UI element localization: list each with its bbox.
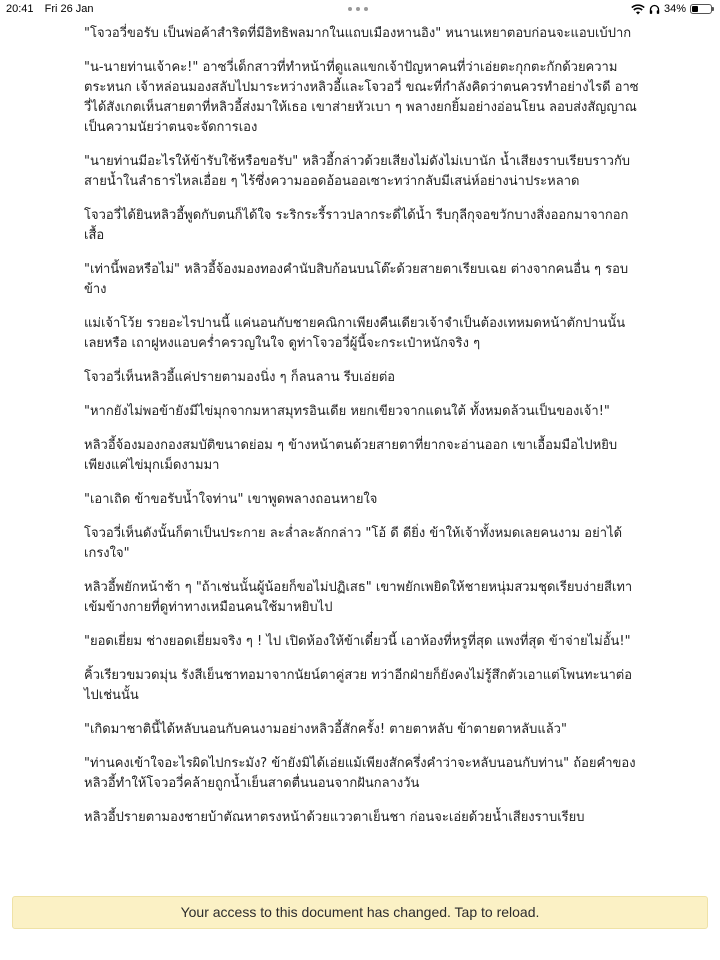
status-time: 20:41 (6, 3, 34, 15)
document-content (84, 24, 644, 842)
document-paragraph: "หากยังไม่พอข้ายังมีไข่มุกจากมหาสมุทรอินเดีย หยกเขียวจากแดนใต้ ทั้งหมดล้วนเป็นของเจ้า!" (84, 404, 610, 419)
document-paragraph: แม่เจ้าโว้ย รวยอะไรปานนี้ แค่นอนกับชายคณิกาเพียงคืนเดียวเจ้าจำเป็นต้องเทหมดหน้าตักปานนั้นเลยหรือ เถาฝูหงแอบคร่ำครวญในใจ ดูท่าโจวอวี่ผู้นี้จะกระเป๋าหนักจริง ๆ (84, 316, 626, 351)
document-paragraph: "เอาเถิด ข้าขอรับน้ำใจท่าน" เขาพูดพลางถอนหายใจ (84, 492, 378, 507)
status-left (6, 3, 102, 15)
document-paragraph: "น-นายท่านเจ้าคะ!" อาซวี่เด็กสาวที่ทำหน้าที่ดูแลแขกเจ้าปัญหาคนที่ว่าเอ่ยตะกุกตะกักด้วยความตระหนก เจ้าหล่อนมองสลับไปมาระหว่างหลิวอี้และโจวอวี่ ขณะที่กำลังคิดว่าตนควรทำอย่างไรดี อาซวี่ได้สังเกตเห็นสายตาที่หลิวอี้ส่งมาให้เธอ เขาส่ายหัวเบา ๆ พลางยกยิ้มอย่างอ่อนโยน ลอบส่งสัญญาณเป็นความนัยว่าตนจะจัดการเอง (84, 60, 639, 135)
status-date: Fri 26 Jan (44, 3, 94, 15)
banner-message[interactable]: Your access to this document has changed. Tap to reload. (180, 904, 540, 920)
document-paragraph: "ท่านคงเข้าใจอะไรผิดไปกระมัง? ข้ายังมิได้เอ่ยแม้เพียงสักครึ่งคำว่าจะหลับนอนกับท่าน" ถ้อยคำของหลิวอี้ทำให้โจวอวี่คล้ายถูกน้ำเย็นสาดตื่นนอนจากฝันกลางวัน (84, 756, 636, 791)
status-right (631, 3, 712, 15)
document-paragraph: หลิวอี้จ้องมองกองสมบัติขนาดย่อม ๆ ข้างหน้าตนด้วยสายตาที่ยากจะอ่านออก เขาเอื้อมมือไปหยิบเพียงแค่ไข่มุกเม็ดงามมา (84, 438, 618, 473)
document-paragraph: โจวอวี่ได้ยินหลิวอี้พูดกับตนก็ได้ใจ ระริกระรี้ราวปลากระดี่ได้น้ำ รีบกุลีกุจอขวักบางสิ่งออกมาจากอกเสื้อ (84, 208, 629, 243)
document-paragraph: "เท่านี้พอหรือไม่" หลิวอี้จ้องมองทองคำนับสิบก้อนบนโต๊ะด้วยสายตาเรียบเฉย ต่างจากคนอื่น ๆ รอบข้าง (84, 262, 629, 297)
headphones-icon (649, 4, 660, 15)
document-paragraph: หลิวอี้ปรายตามองชายบ้าตัณหาตรงหน้าด้วยแววตาเย็นชา ก่อนจะเอ่ยด้วยน้ำเสียงราบเรียบ (84, 810, 585, 825)
battery-percent: 34% (663, 3, 686, 15)
document-paragraph: "ยอดเยี่ยม ช่างยอดเยี่ยมจริง ๆ ! ไป เปิดห้องให้ข้าเดี๋ยวนี้ เอาห้องที่หรูที่สุด แพงที่สุด ข้าจ่ายไม่อั้น!" (84, 634, 631, 649)
wifi-icon (631, 4, 645, 15)
document-paragraph: คิ้วเรียวขมวดมุ่น รังสีเย็นชาทอมาจากนัยน์ตาคู่สวย ทว่าอีกฝ่ายก็ยังคงไม่รู้สึกตัวเอาแต่โพนทะนาต่อไปเช่นนั้น (84, 668, 633, 703)
document-paragraph: "โจวอวี่ขอรับ เป็นพ่อค้าสำริดที่มีอิทธิพลมากในแถบเมืองหานอิง" หนานเหยาตอบก่อนจะแอบเบ้ปาก (84, 26, 632, 41)
battery-icon (690, 4, 712, 14)
access-changed-banner[interactable] (12, 896, 708, 929)
document-paragraph: โจวอวี่เห็นหลิวอี้แค่ปรายตามองนิ่ง ๆ ก็ลนลาน รีบเอ่ยต่อ (84, 370, 396, 385)
document-paragraph: โจวอวี่เห็นดังนั้นก็ตาเป็นประกาย ละล่ำละลักกล่าว "โอ้ ดี ดียิ่ง ข้าให้เจ้าทั้งหมดเลยคนงาม อย่าได้เกรงใจ" (84, 526, 623, 561)
document-paragraph: หลิวอี้พยักหน้าช้า ๆ "ถ้าเช่นนั้นผู้น้อยก็ขอไม่ปฏิเสธ" เขาพยักเพยิดให้ชายหนุ่มสวมชุดเรียบง่ายสีเทาเข้มข้างกายที่ดูท่าทางเหมือนคนใช้มาหยิบไป (84, 580, 633, 615)
status-bar (0, 0, 720, 20)
battery-level-fill (692, 6, 698, 12)
document-paragraph: "นายท่านมีอะไรให้ข้ารับใช้หรือขอรับ" หลิวอี้กล่าวด้วยเสียงไม่ดังไม่เบานัก น้ำเสียงราบเรียบราวกับสายน้ำในลำธารไหลเอื่อย ๆ ไร้ซึ่งความออดอ้อนออเซาะทว่ากลับมีเสน่ห์อย่างน่าประหลาด (84, 154, 631, 189)
multitasking-dots-icon[interactable] (348, 7, 368, 11)
document-paragraph: "เกิดมาชาตินี้ได้หลับนอนกับคนงามอย่างหลิวอี้สักครั้ง! ตายตาหลับ ข้าตายตาหลับแล้ว" (84, 722, 567, 737)
